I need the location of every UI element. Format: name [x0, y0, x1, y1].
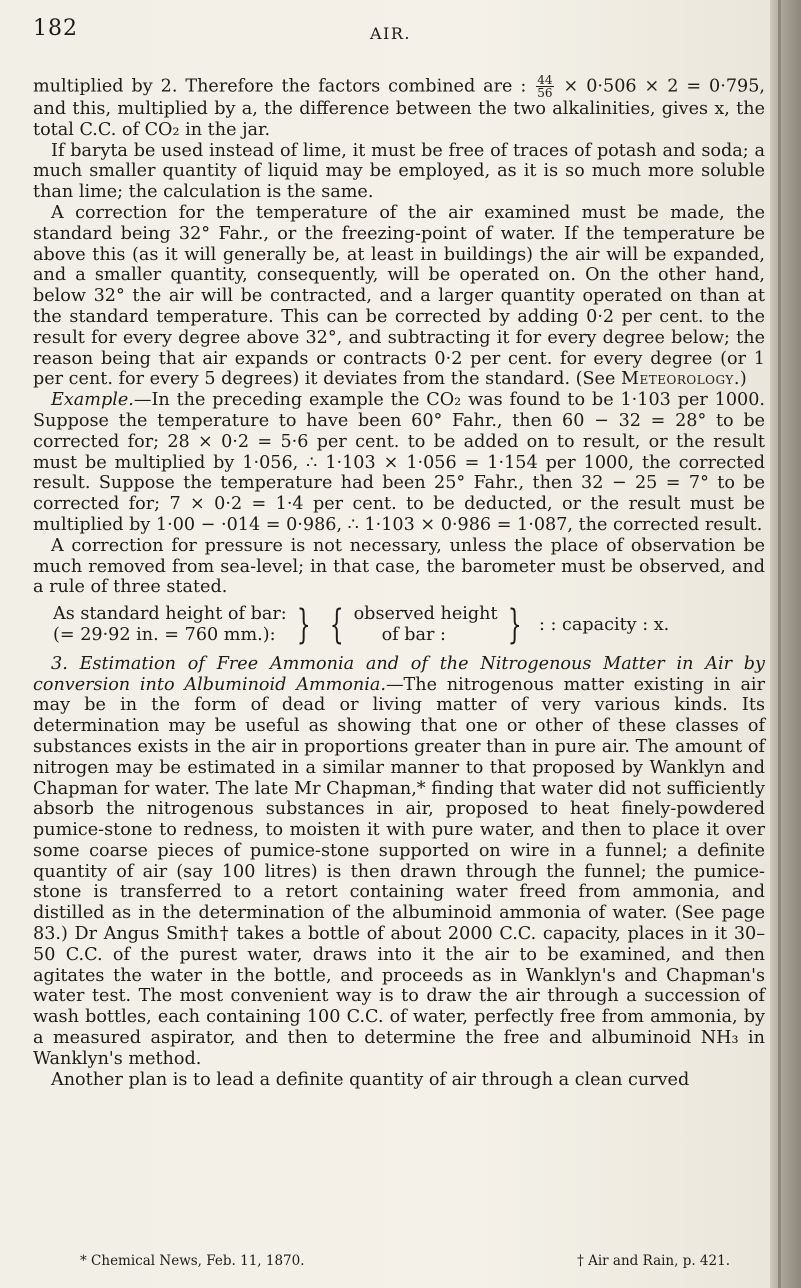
right-brace-icon-2: } [507, 601, 522, 648]
cross-reference: Meteorology. [620, 369, 740, 390]
formula-tail: : : capacity : x. [539, 614, 670, 635]
paragraph-2: If baryta be used instead of lime, it must be free of traces of potash and soda; a much smaller quantity of liquid may be employed, as it is so much more soluble than lime; the calculation is the same. [33, 140, 765, 203]
paragraph-1-lead: multiplied by 2. Therefore the factors combined are : [33, 76, 527, 97]
page-number: 182 [33, 16, 78, 41]
left-brace-icon: { [329, 601, 344, 648]
paragraph-3-close: ) [739, 369, 747, 390]
page-edge-shadow [770, 0, 801, 1288]
footnote-2: † Air and Rain, p. 421. [577, 1253, 730, 1269]
right-brace-icon: } [296, 601, 311, 648]
fraction-44-56 [536, 74, 553, 99]
formula-middle [354, 604, 498, 646]
footnote-1: * Chemical News, Feb. 11, 1870. [80, 1253, 305, 1269]
example-text: —In the preceding example the CO₂ was found to be 1·103 per 1000. Suppose the temperature to have been 60° Fahr., then 60 − 32 = 28° to be corrected for; 28 × 0·2 = 5·6 per cent. to be added on to result, or the result must be multiplied by 1·056, ∴ 1·103 × 1·056 = 1·154 per 1000, the corrected result. Suppose the temperature had been 25° Fahr., then 32 − 25 = 7° to be corrected for; 7 × 0·2 = 1·4 per cent. to be deducted, or the result must be multiplied by 1·00 − ·014 = 0·986, ∴ 1·103 × 0·986 = 1·087, the corrected result. [33, 390, 765, 535]
binding-line [778, 0, 781, 1288]
paragraph-1 [33, 74, 765, 141]
paragraph-6 [33, 654, 765, 1070]
paragraph-1-rest: × 0·506 × 2 = 0·795, and this, multiplied by a, the difference between the two alkalinities, gives x, the total C.C. of CO₂ in the jar. [33, 76, 766, 140]
formula-left [53, 604, 287, 646]
formula-left-line-1: As standard height of bar: [53, 604, 287, 625]
footnotes [80, 1253, 730, 1269]
formula-left-line-2: (= 29·92 in. = 760 mm.): [53, 624, 276, 645]
example-label: Example. [51, 390, 134, 411]
fraction-denominator: 56 [537, 86, 553, 100]
running-head: AIR. [370, 24, 412, 43]
paragraph-3 [33, 203, 765, 390]
formula-middle-line-1: observed height [353, 604, 498, 625]
body-text [33, 74, 765, 1090]
proportion-formula [53, 601, 765, 648]
section-heading: 3. Estimation of Free Ammonia and of the Nitrogenous Matter in Air by conversion into Albuminoid Ammonia. [33, 653, 765, 695]
paragraph-3-text: A correction for the temperature of the air examined must be made, the standard being 32° Fahr., or the freezing-point of water. If the temperature be above this (as it will generally be, at least in buildings) the air will be expanded, and a smaller quantity, consequently, will be operated on. On the other hand, below 32° the air will be contracted, and a larger quantity operated on than at the standard temperature. This can be corrected by adding 0·2 per cent. to the result for every degree above 32°, and subtracting it for every degree below; the reason being that air expands or contracts 0·2 per cent. for every degree (or 1 per cent. for every 5 degrees) it deviates from the standard. (See [33, 202, 765, 390]
fraction-numerator: 44 [537, 73, 553, 87]
paragraph-5: A correction for pressure is not necessary, unless the place of observation be much removed from sea-level; in that case, the barometer must be observed, and a rule of three stated. [33, 535, 765, 598]
paragraph-7: Another plan is to lead a definite quantity of air through a clean curved [51, 1069, 690, 1090]
section-text: —The nitrogenous matter existing in air may be in the form of dead or living matter of very various kinds. Its determination may be useful as showing that one or other of these classes of substances exists in the air in proportions greater than in pure air. The amount of nitrogen may be estimated in a similar manner to that proposed by Wanklyn and Chapman for water. The late Mr Chapman,* finding that water did not sufficiently absorb the nitrogenous substances in air, proposed to heat finely-powdered pumice-stone to redness, to moisten it with pure water, and then to place it over some coarse pieces of pumice-stone supported on wire in a funnel; a definite quantity of air (say 100 litres) is then drawn through the funnel; the pumice-stone is transferred to a retort containing water freed from ammonia, and distilled as in the determination of the albuminoid ammonia of water. (See page 83.) Dr Angus Smith† takes a bottle of about 2000 C.C. capacity, places in it 30–50 C.C. of the purest water, draws into it the air to be examined, and then agitates the water in the bottle, and proceeds as in Wanklyn's and Chapman's water test. The most convenient way is to draw the air through a succession of wash bottles, each containing 100 C.C. of water, perfectly free from ammonia, by a measured aspirator, and then to determine the free and albuminoid NH₃ in Wanklyn's method. [33, 674, 765, 1069]
paragraph-4 [33, 390, 765, 536]
formula-middle-line-2: of bar : [381, 624, 446, 645]
